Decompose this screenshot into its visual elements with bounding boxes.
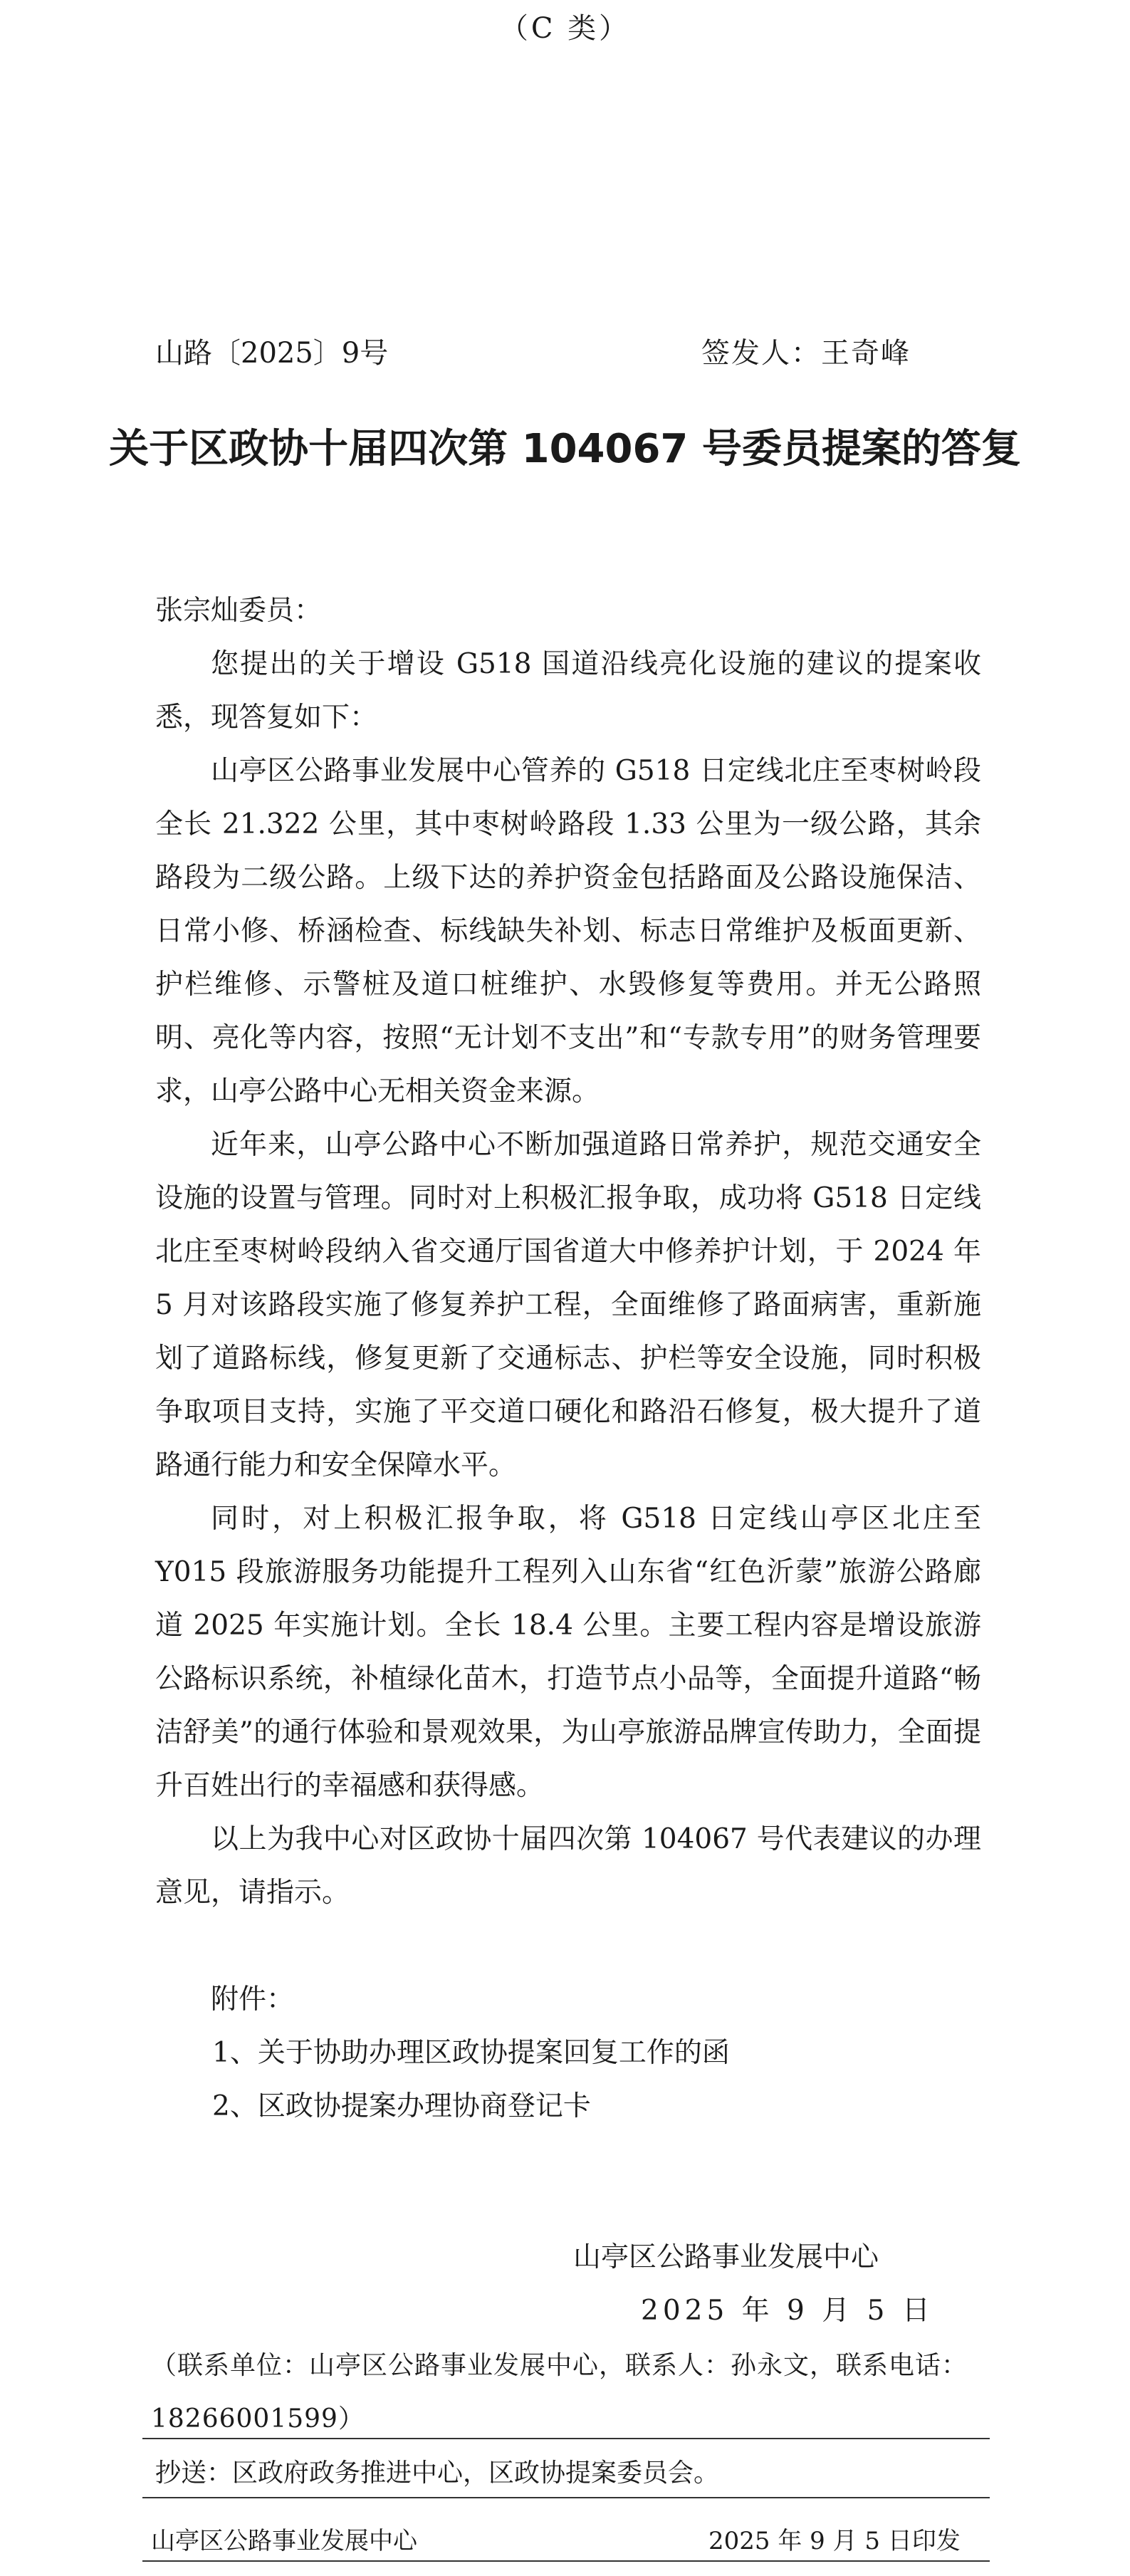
classification-label: （C 类） [499,12,631,45]
footer-print-date: 2025 年 9 月 5 日印发 [708,2527,961,2555]
document-body [155,584,981,2133]
salutation: 张宗灿委员： [155,595,323,627]
signature-organization: 山亭区公路事业发展中心 [573,2241,879,2273]
signer: 签发人：王奇峰 [701,337,911,370]
body-paragraph: 近年来，山亭公路中心不断加强道路日常养护，规范交通安全设施的设置与管理。同时对上积极汇报争取，成功将 G518 日定线北庄至枣树岭段纳入省交通厅国省道大中修养护计划，于 2024 年 5 月对该路段实施了修复养护工程，全面维修了路面病害，重新施划了道路标线，修复更新了交通标志、护栏等安全设施，同时积极争取项目支持，实施了平交道口硬化和路沿石修复，极大提升了道路通行能力和安全保障水平。 [155,1129,981,1481]
body-paragraph: 同时，对上积极汇报争取，将 G518 日定线山亭区北庄至 Y015 段旅游服务功能提升工程列入山东省“红色沂蒙”旅游公路廊道 2025 年实施计划。全长 18.4 公里。主要工程内容是增设旅游公路标识系统，补植绿化苗木，打造节点小品等，全面提升道路“畅洁舒美”的通行体验和景观效果，为山亭旅游品牌宣传助力，全面提升百姓出行的幸福感和获得感。 [155,1503,981,1802]
body-paragraph: 您提出的关于增设 G518 国道沿线亮化设施的建议的提案收悉，现答复如下： [155,648,981,734]
divider [142,2497,990,2498]
document-title: 关于区政协十届四次第 104067 号委员提案的答复 [109,426,1021,472]
attachments-label: 附件： [211,1983,295,2016]
contact-info: （联系单位：山亭区公路事业发展中心，联系人：孙永文，联系电话：18266001599） [151,2351,968,2434]
document-number: 山路〔2025〕9号 [155,337,389,370]
footer-issuer: 山亭区公路事业发展中心 [151,2527,417,2555]
divider [142,2438,990,2439]
signature-date: 2025 年 9 月 5 日 [641,2295,934,2327]
cc-line: 抄送：区政府政务推进中心，区政协提案委员会。 [155,2458,720,2488]
attachment-item: 1、关于协助办理区政协提案回复工作的函 [212,2037,730,2069]
body-paragraph: 以上为我中心对区政协十届四次第 104067 号代表建议的办理意见，请指示。 [155,1823,981,1909]
attachment-item: 2、区政协提案办理协商登记卡 [212,2090,591,2122]
divider [142,2560,990,2562]
body-paragraph: 山亭区公路事业发展中心管养的 G518 日定线北庄至枣树岭段全长 21.322 公里，其中枣树岭路段 1.33 公里为一级公路，其余路段为二级公路。上级下达的养护资金包括路面及公路设施保洁、日常小修、桥涵检查、标线缺失补划、标志日常维护及板面更新、护栏维修、示警桩及道口桩维护、水毁修复等费用。并无公路照明、亮化等内容，按照“无计划不支出”和“专款专用”的财务管理要求，山亭公路中心无相关资金来源。 [155,755,981,1107]
